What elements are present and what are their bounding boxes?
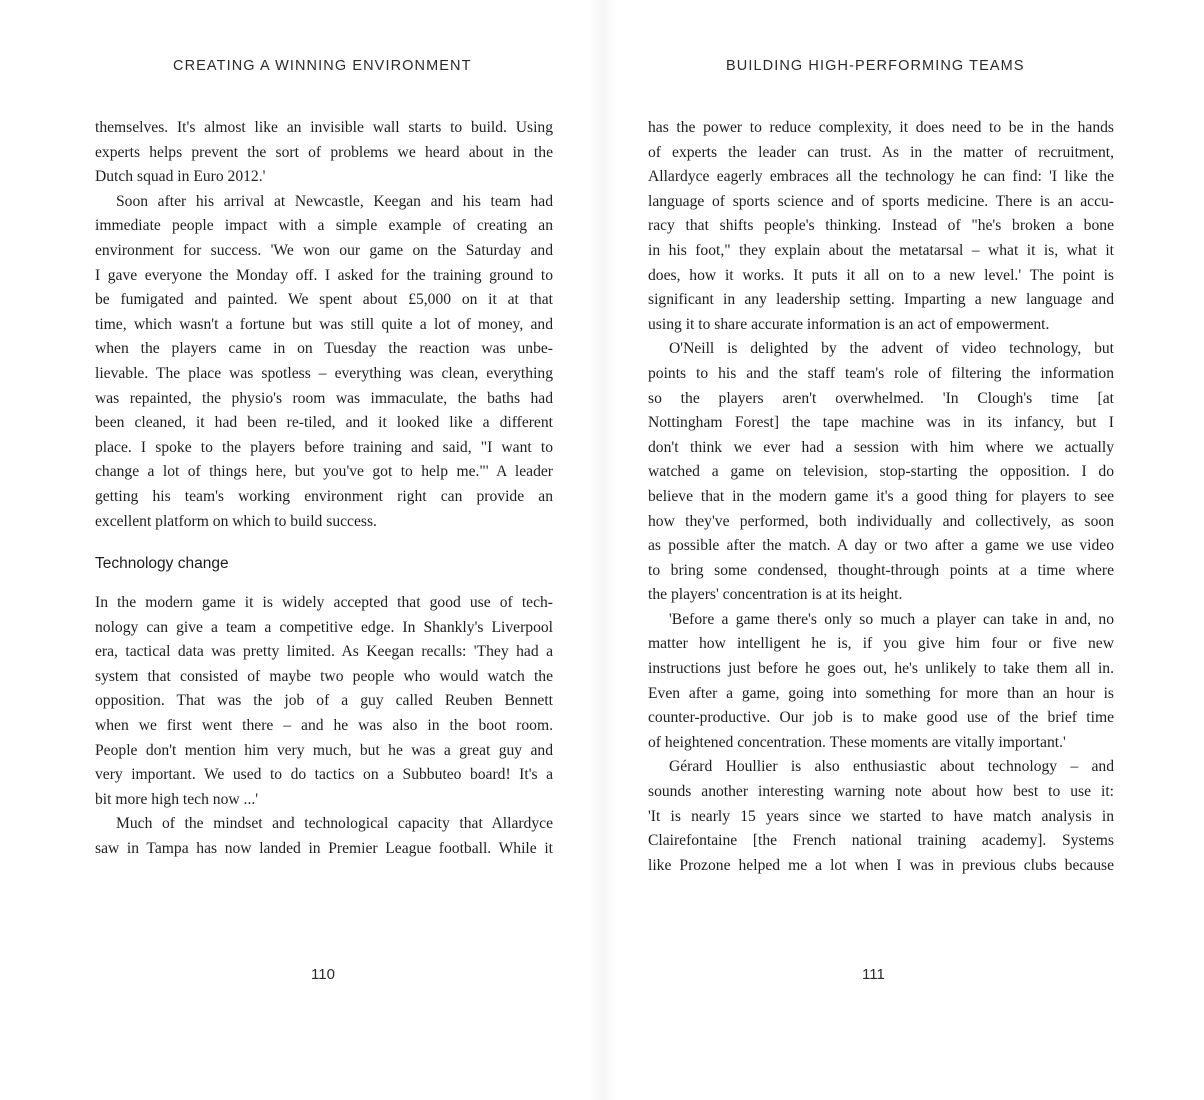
text-line: immediate people impact with a simple example of creating an bbox=[95, 217, 553, 235]
text-line: Clairefontaine [the French national training academy]. Systems bbox=[648, 832, 1114, 850]
text-line: saw in Tampa has now landed in Premier League football. While it bbox=[95, 840, 553, 858]
page-body bbox=[648, 116, 1114, 878]
text-line: as possible after the match. A day or two after a game we use video bbox=[648, 537, 1114, 555]
text-line: era, tactical data was pretty limited. As Keegan recalls: 'They had a bbox=[95, 643, 553, 661]
text-line: when we first went there – and he was also in the boot room. bbox=[95, 717, 553, 735]
text-line: watched a game on television, stop-starting the opposition. I do bbox=[648, 463, 1114, 481]
text-line: bit more high tech now ...' bbox=[95, 790, 259, 808]
text-line: lievable. The place was spotless – everything was clean, everything bbox=[95, 364, 553, 382]
text-line: instructions just before he goes out, he's unlikely to take them all in. bbox=[648, 660, 1114, 678]
text-line: counter-productive. Our job is to make good use of the brief time bbox=[648, 709, 1114, 727]
text-line: the players' concentration is at its height. bbox=[648, 586, 903, 604]
text-line: believe that in the modern game it's a good thing for players to see bbox=[648, 487, 1114, 505]
text-line: excellent platform on which to build success. bbox=[95, 512, 377, 530]
text-line: place. I spoke to the players before training and said, "I want to bbox=[95, 438, 553, 456]
text-line: been cleaned, it had been re-tiled, and it looked like a different bbox=[95, 414, 553, 432]
text-line: Gérard Houllier is also enthusiastic about technology – and bbox=[669, 758, 1114, 776]
text-line: of heightened concentration. These moments are vitally important.' bbox=[648, 733, 1066, 751]
paragraph bbox=[648, 755, 1114, 878]
paragraph bbox=[95, 190, 553, 534]
text-line: of experts the leader can trust. As in the matter of recruitment, bbox=[648, 143, 1114, 161]
text-line: points to his and the staff team's role of filtering the information bbox=[648, 364, 1114, 382]
text-line: so the players aren't overwhelmed. 'In Clough's time [at bbox=[648, 389, 1114, 407]
text-line: using it to share accurate information is an act of empowerment. bbox=[648, 315, 1050, 333]
text-line: in his foot," they explain about the metatarsal – what it is, what it bbox=[648, 241, 1114, 259]
text-line: Dutch squad in Euro 2012.' bbox=[95, 168, 266, 186]
text-line: don't think we ever had a session with him where we actually bbox=[648, 438, 1114, 456]
text-line: very important. We used to do tactics on a Subbuteo board! It's a bbox=[95, 766, 553, 784]
paragraph bbox=[95, 591, 553, 812]
paragraph bbox=[648, 608, 1114, 756]
text-line: sounds another interesting warning note about how best to use it: bbox=[648, 783, 1114, 801]
text-line: O'Neill is delighted by the advent of video technology, but bbox=[669, 340, 1114, 358]
text-line: language of sports science and of sports medicine. There is an accu- bbox=[648, 192, 1114, 210]
text-line: nology can give a team a competitive edge. In Shankly's Liverpool bbox=[95, 618, 553, 636]
text-line: when the players came in on Tuesday the reaction was unbe- bbox=[95, 340, 553, 358]
text-line: In the modern game it is widely accepted that good use of tech- bbox=[95, 594, 553, 612]
paragraph bbox=[648, 337, 1114, 608]
paragraph bbox=[648, 116, 1114, 337]
right-page bbox=[602, 0, 1204, 1100]
text-line: experts helps prevent the sort of problems we heard about in the bbox=[95, 143, 553, 161]
text-line: time, which wasn't a fortune but was still quite a lot of money, and bbox=[95, 315, 553, 333]
text-line: was repainted, the physio's room was immaculate, the baths had bbox=[95, 389, 553, 407]
page-number: 110 bbox=[311, 966, 335, 983]
text-line: system that consisted of maybe two people who would watch the bbox=[95, 667, 553, 685]
section-subheading: Technology change bbox=[95, 555, 229, 573]
text-line: be fumigated and painted. We spent about £5,000 on it at that bbox=[95, 291, 553, 309]
text-line: getting his team's working environment right can provide an bbox=[95, 487, 553, 505]
text-line: themselves. It's almost like an invisible wall starts to build. Using bbox=[95, 119, 553, 136]
text-line: matter how intelligent he is, if you give him four or five new bbox=[648, 635, 1114, 653]
text-line: does, how it works. It puts it all on to a new level.' The point is bbox=[648, 266, 1114, 284]
page-body bbox=[95, 116, 553, 862]
running-head: CREATING A WINNING ENVIRONMENT bbox=[173, 58, 472, 74]
text-line: I gave everyone the Monday off. I asked for the training ground to bbox=[95, 266, 553, 284]
text-line: opposition. That was the job of a guy called Reuben Bennett bbox=[95, 692, 553, 710]
paragraph bbox=[95, 116, 553, 190]
text-line: People don't mention him very much, but he was a great guy and bbox=[95, 741, 553, 759]
text-line: environment for success. 'We won our game on the Saturday and bbox=[95, 241, 553, 259]
text-line: has the power to reduce complexity, it does need to be in the hands bbox=[648, 119, 1114, 136]
text-line: Even after a game, going into something for more than an hour is bbox=[648, 684, 1114, 702]
text-line: Nottingham Forest] the tape machine was in its infancy, but I bbox=[648, 414, 1114, 432]
text-line: 'It is nearly 15 years since we started to have match analysis in bbox=[648, 807, 1114, 825]
page-number: 111 bbox=[862, 966, 885, 983]
text-line: 'Before a game there's only so much a player can take in and, no bbox=[669, 610, 1114, 628]
text-line: change a lot of things here, but you've got to help me."' A leader bbox=[95, 463, 553, 481]
text-line: Much of the mindset and technological capacity that Allardyce bbox=[116, 815, 553, 833]
text-line: like Prozone helped me a lot when I was in previous clubs because bbox=[648, 856, 1114, 874]
running-head: BUILDING HIGH-PERFORMING TEAMS bbox=[726, 58, 1025, 74]
text-line: racy that shifts people's thinking. Instead of "he's broken a bone bbox=[648, 217, 1114, 235]
text-line: Soon after his arrival at Newcastle, Keegan and his team had bbox=[116, 192, 553, 210]
text-line: Allardyce eagerly embraces all the technology he can find: 'I like the bbox=[648, 168, 1114, 186]
text-line: significant in any leadership setting. Imparting a new language and bbox=[648, 291, 1114, 309]
paragraph bbox=[95, 812, 553, 861]
text-line: to bring some condensed, thought-through points at a time where bbox=[648, 561, 1114, 579]
text-line: how they've performed, both individually and collectively, as soon bbox=[648, 512, 1114, 530]
